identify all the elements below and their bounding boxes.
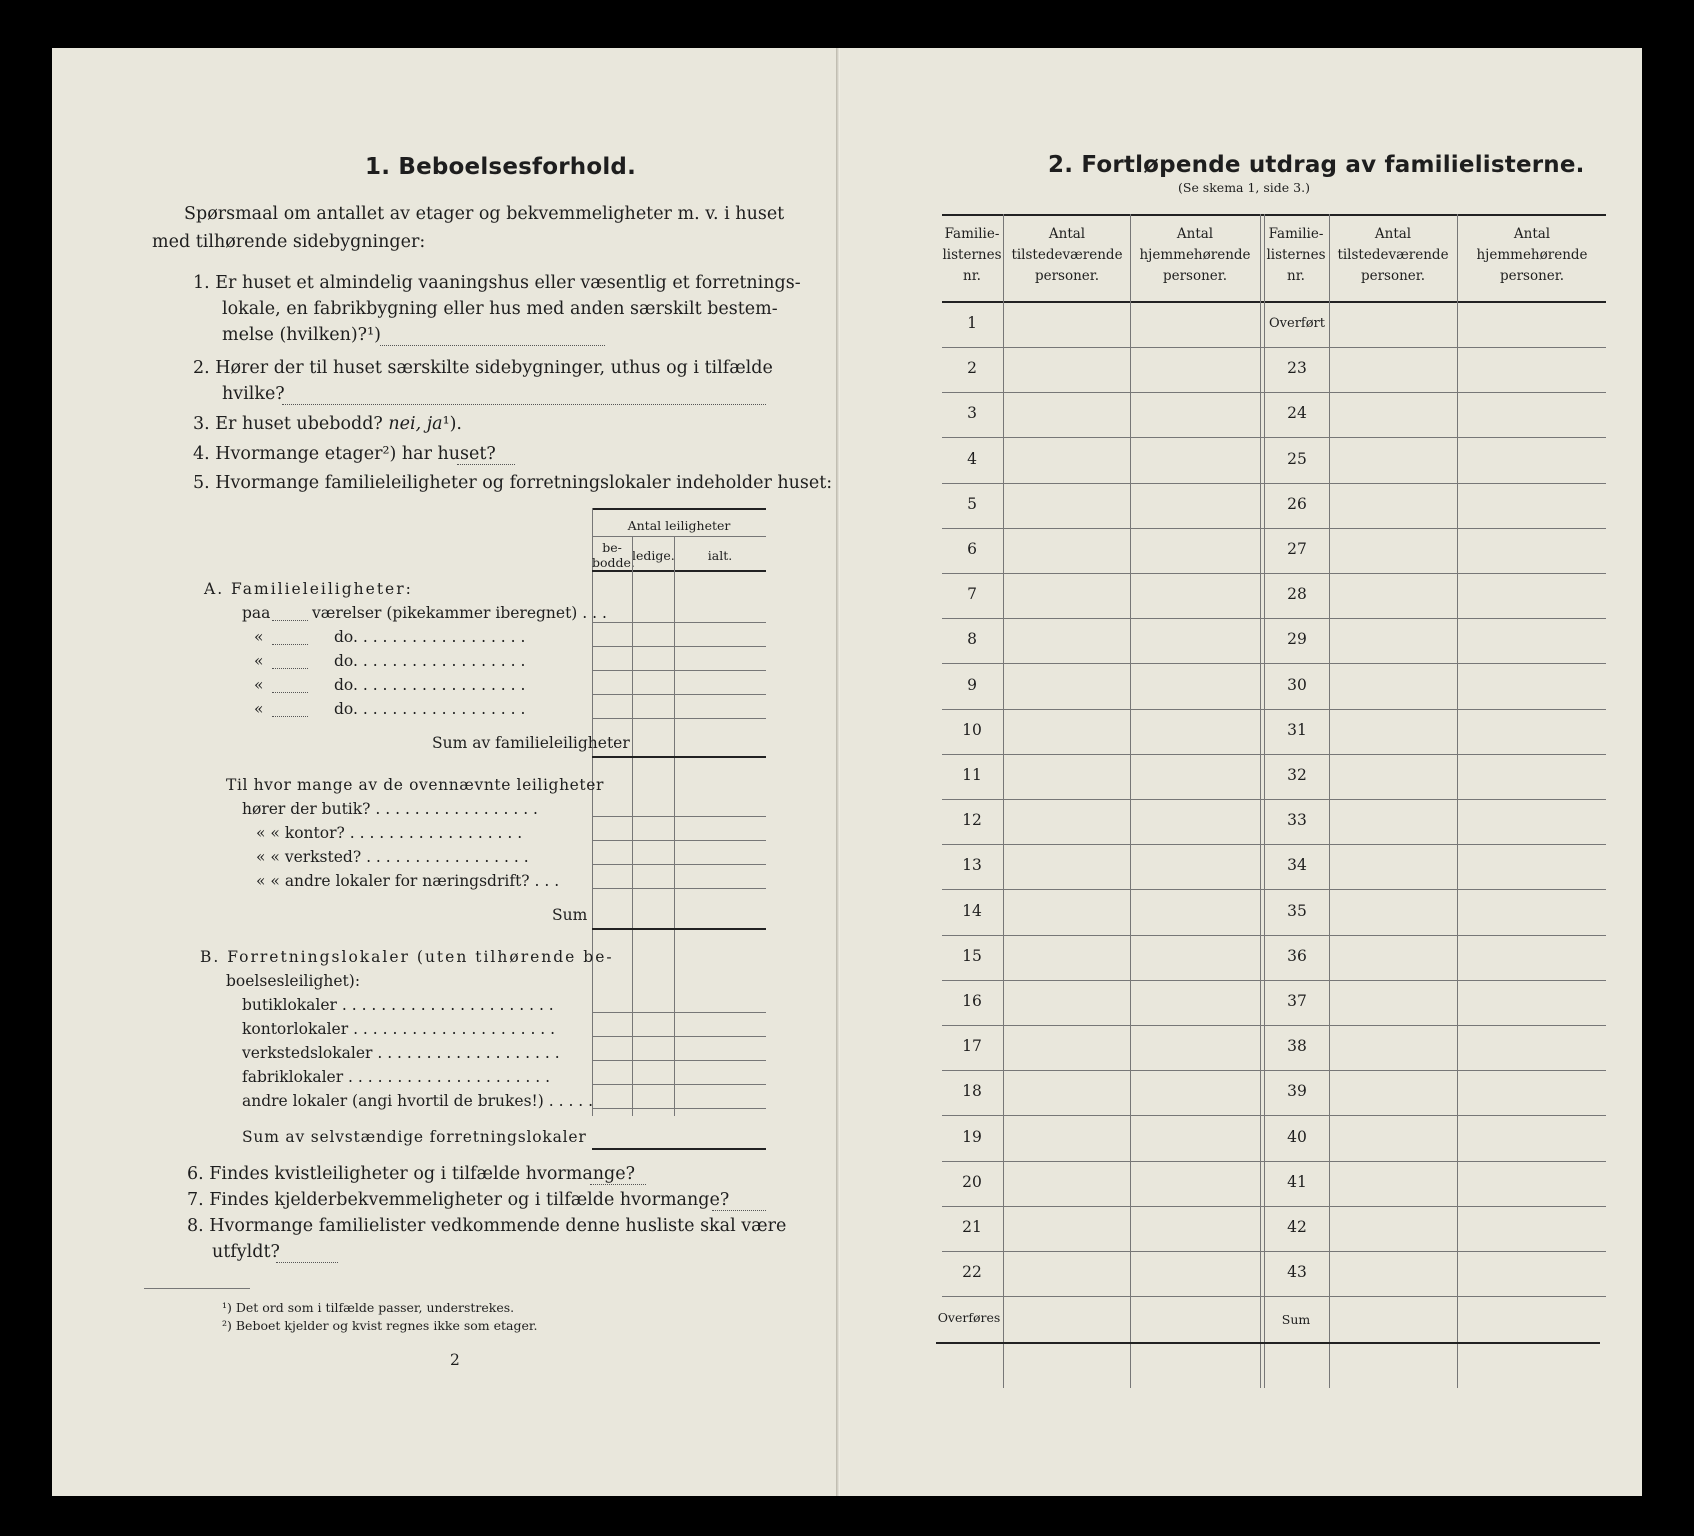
ditto-mark: « [254, 628, 264, 646]
table-col-bebodde: be- bodde. [592, 540, 635, 570]
cell-tilstede-left[interactable] [1004, 304, 1130, 345]
b-fabriklokaler: fabriklokaler . . . . . . . . . . . . . . . . . . . . . [242, 1068, 551, 1086]
row-number-left: 11 [962, 766, 982, 784]
rooms-row-2-label: do. . . . . . . . . . . . . . . . . . [334, 628, 526, 646]
cell-hjemme-left[interactable] [1131, 801, 1260, 842]
ditto-mark: « [254, 652, 264, 670]
table-row-rule [592, 864, 766, 865]
footnote-1: ¹) Det ord som i tilfælde passer, understrekes. [222, 1300, 515, 1315]
cell-tilstede-right[interactable] [1330, 575, 1457, 616]
question-1-line-2: lokale, en fabrikbygning eller hus med anden særskilt bestem- [222, 299, 778, 319]
answer-line-q6[interactable] [590, 1184, 646, 1185]
cell-tilstede-left[interactable] [1004, 620, 1130, 661]
cell-tilstede-right[interactable] [1330, 937, 1457, 978]
cell-hjemme-right[interactable] [1458, 440, 1606, 481]
rooms-row-1-label: værelser (pikekammer iberegnet) . . . [312, 604, 607, 622]
answer-line-q2[interactable] [282, 404, 766, 405]
cell-tilstede-left[interactable] [1004, 394, 1130, 435]
table-row-rule [592, 1036, 766, 1037]
table-row-rule [592, 1060, 766, 1061]
intro-line-1: Spørsmaal om antallet av etager og bekvemmeligheter m. v. i huset [184, 204, 785, 224]
cell-hjemme-left[interactable] [1131, 892, 1260, 933]
table-row [840, 392, 1642, 437]
table-row-rule [592, 694, 766, 695]
row-number-right: 26 [1287, 495, 1307, 513]
cell-tilstede-left[interactable] [1004, 1027, 1130, 1068]
question-3-text: 3. Er huset ubebodd? [193, 414, 383, 434]
footnote-separator [144, 1288, 250, 1289]
b-kontorlokaler: kontorlokaler . . . . . . . . . . . . . . . . . . . . . [242, 1020, 556, 1038]
row-number-right: 40 [1287, 1128, 1307, 1146]
row-number-right: 28 [1287, 585, 1307, 603]
footnote-2: ²) Beboet kjelder og kvist regnes ikke som etager. [222, 1318, 538, 1333]
table-row-rule [592, 622, 766, 623]
table-row-rule [942, 1296, 1606, 1297]
table-row-rule [592, 1108, 766, 1109]
cell-hjemme-left[interactable] [1131, 485, 1260, 526]
row-number-left: 1 [967, 314, 977, 332]
question-3-footnote-ref: ¹). [442, 414, 462, 434]
cell-hjemme-right[interactable] [1458, 349, 1606, 390]
row-number-right: 30 [1287, 676, 1307, 694]
cell-hjemme-left[interactable] [1131, 937, 1260, 978]
paa-label: paa [242, 604, 271, 622]
table-col-divider-2 [674, 536, 675, 1116]
table-sum-rule [592, 928, 766, 930]
table-row [840, 1251, 1642, 1296]
col-header-nr-left: Familie- listernes nr. [942, 226, 1002, 284]
answer-line-q1[interactable] [380, 345, 605, 346]
table-row-rule [592, 1012, 766, 1013]
shop-question-line-1 [226, 776, 604, 794]
row-number-left: 21 [962, 1218, 982, 1236]
cell-hjemme-right[interactable] [1458, 530, 1606, 571]
cell-hjemme-right[interactable] [1458, 937, 1606, 978]
cell-tilstede-right[interactable] [1330, 349, 1457, 390]
row-number-right: 31 [1287, 721, 1307, 739]
cell-hjemme-right[interactable] [1458, 394, 1606, 435]
question-1-line-1: 1. Er huset et almindelig vaaningshus eller væsentlig et forretnings- [193, 273, 801, 293]
table-col-divider-1 [632, 536, 633, 1116]
row-number-left: 22 [962, 1263, 982, 1281]
row-number-left: 10 [962, 721, 982, 739]
cell-hjemme-left[interactable] [1131, 846, 1260, 887]
question-7: 7. Findes kjelderbekvemmeligheter og i tilfælde hvormange? [187, 1190, 730, 1210]
cell-tilstede-left[interactable] [1004, 440, 1130, 481]
table-sum-rule [592, 756, 766, 758]
table-row [840, 709, 1642, 754]
table-row [840, 483, 1642, 528]
cell-hjemme-left[interactable] [1131, 304, 1260, 345]
answer-line-q8[interactable] [276, 1262, 338, 1263]
row-number-left: 2 [967, 359, 977, 377]
cell-hjemme-left[interactable] [1131, 575, 1260, 616]
cell-hjemme-left[interactable] [1131, 1253, 1260, 1294]
left-page [52, 48, 840, 1496]
page-number: 2 [450, 1351, 460, 1369]
question-1-line-3: melse (hvilken)?¹) [222, 325, 381, 345]
cell-tilstede-right[interactable] [1330, 711, 1457, 752]
table-col-ledige: ledige. [632, 548, 675, 563]
cell-hjemme-left[interactable] [1131, 1208, 1260, 1249]
cell-tilstede-right[interactable] [1330, 982, 1457, 1023]
table-row [840, 618, 1642, 663]
table-col-ialt: ialt. [707, 548, 733, 563]
table-bottom-rule [936, 1342, 1600, 1344]
ditto-mark: « [254, 676, 264, 694]
cell-tilstede-right[interactable] [1330, 846, 1457, 887]
cell-tilstede-right[interactable] [1330, 485, 1457, 526]
row-number-left: 15 [962, 947, 982, 965]
table-top-rule [942, 214, 1606, 216]
table-row [840, 528, 1642, 573]
cell-tilstede-left[interactable] [1004, 937, 1130, 978]
sum-shops-label: Sum [552, 906, 588, 924]
footer-overfores: Overføres [937, 1310, 1001, 1325]
table-row [840, 1116, 1642, 1161]
table-row-rule [592, 670, 766, 671]
cell-hjemme-left[interactable] [1131, 711, 1260, 752]
row-number-right: 42 [1287, 1218, 1307, 1236]
cell-hjemme-right[interactable] [1458, 575, 1606, 616]
shop-question-text: Til hvor mange av de ovennævnte leiligheter [226, 776, 605, 794]
cell-hjemme-left[interactable] [1131, 349, 1260, 390]
row-number-right: 25 [1287, 450, 1307, 468]
cell-tilstede-left[interactable] [1004, 485, 1130, 526]
cell-hjemme-right[interactable] [1458, 485, 1606, 526]
table-row [840, 799, 1642, 844]
cell-hjemme-left[interactable] [1131, 1072, 1260, 1113]
shop-question-verksted: « « verksted? . . . . . . . . . . . . . . . . . [256, 848, 529, 866]
question-4: 4. Hvormange etager²) har huset? [193, 444, 496, 464]
cell-hjemme-left[interactable] [1131, 1027, 1260, 1068]
question-3 [193, 414, 462, 434]
question-2-line-2: hvilke? [222, 384, 285, 404]
row-number-right: 39 [1287, 1082, 1307, 1100]
cell-tilstede-left[interactable] [1004, 711, 1130, 752]
row-number-left: 7 [967, 585, 977, 603]
table-header-divider [592, 536, 766, 537]
row-number-left: 8 [967, 630, 977, 648]
question-5: 5. Hvormange familieleiligheter og forretningslokaler indeholder huset: [193, 473, 833, 493]
row-number-right: 38 [1287, 1037, 1307, 1055]
b-andre-lokaler: andre lokaler (angi hvortil de brukes!) . . . . . [242, 1092, 594, 1110]
row-number-right: 36 [1287, 947, 1307, 965]
question-8-line-1: 8. Hvormange familielister vedkommende denne husliste skal være [187, 1216, 787, 1236]
cell-tilstede-right[interactable] [1330, 530, 1457, 571]
cell-hjemme-left[interactable] [1131, 1118, 1260, 1159]
row-number-right: 23 [1287, 359, 1307, 377]
row-number-right: 37 [1287, 992, 1307, 1010]
cell-tilstede-left[interactable] [1004, 1253, 1130, 1294]
table-header-bottom-rule [592, 570, 766, 572]
cell-tilstede-left[interactable] [1004, 892, 1130, 933]
cell-hjemme-right[interactable] [1458, 1072, 1606, 1113]
cell-hjemme-left[interactable] [1131, 394, 1260, 435]
cell-tilstede-right[interactable] [1330, 1072, 1457, 1113]
section-b-line-1: B. Forretningslokaler (uten tilhørende be- [200, 948, 614, 966]
table-left-rule [592, 508, 593, 1116]
table-row-rule [592, 1084, 766, 1085]
table-row-rule [592, 888, 766, 889]
table-row [840, 844, 1642, 889]
row-number-right: 35 [1287, 902, 1307, 920]
cell-tilstede-left[interactable] [1004, 846, 1130, 887]
cell-hjemme-right[interactable] [1458, 756, 1606, 797]
cell-hjemme-right[interactable] [1458, 1163, 1606, 1204]
cell-tilstede-left[interactable] [1004, 1072, 1130, 1113]
cell-hjemme-left[interactable] [1131, 530, 1260, 571]
cell-tilstede-left[interactable] [1004, 1163, 1130, 1204]
cell-tilstede-left[interactable] [1004, 756, 1130, 797]
cell-tilstede-left[interactable] [1004, 801, 1130, 842]
intro-line-2: med tilhørende sidebygninger: [152, 232, 426, 252]
ditto-mark: « [254, 700, 264, 718]
row-number-right: 34 [1287, 856, 1307, 874]
cell-tilstede-right[interactable] [1330, 1163, 1457, 1204]
b-butiklokaler: butiklokaler . . . . . . . . . . . . . . . . . . . . . . [242, 996, 554, 1014]
row-number-left: 14 [962, 902, 982, 920]
cell-hjemme-right[interactable] [1458, 892, 1606, 933]
rooms-row-3-label: do. . . . . . . . . . . . . . . . . . [334, 652, 526, 670]
cell-tilstede-left[interactable] [1004, 349, 1130, 390]
cell-tilstede-right[interactable] [1330, 394, 1457, 435]
cell-tilstede-left[interactable] [1004, 666, 1130, 707]
row-number-left: 16 [962, 992, 982, 1010]
row-number-left: 12 [962, 811, 982, 829]
right-page [840, 48, 1642, 1496]
cell-tilstede-right[interactable] [1330, 756, 1457, 797]
row-number-left: 19 [962, 1128, 982, 1146]
col-header-hjemme-right: Antal hjemmehørende personer. [1476, 226, 1588, 284]
cell-tilstede-right[interactable] [1330, 892, 1457, 933]
row-number-left: 13 [962, 856, 982, 874]
shop-question-butik: hører der butik? . . . . . . . . . . . . . . . . . [242, 800, 538, 818]
rooms-row-4-label: do. . . . . . . . . . . . . . . . . . [334, 676, 526, 694]
question-2-line-1: 2. Hører der til huset særskilte sidebygninger, uthus og i tilfælde [193, 358, 773, 378]
rooms-count-input-3[interactable] [272, 668, 308, 669]
cell-hjemme-left[interactable] [1131, 982, 1260, 1023]
cell-hjemme-right[interactable] [1458, 846, 1606, 887]
table-header-group: Antal leiligheter [627, 518, 731, 533]
table-row-rule [592, 816, 766, 817]
row-number-right: 27 [1287, 540, 1307, 558]
cell-tilstede-right[interactable] [1330, 1208, 1457, 1249]
table-row [840, 573, 1642, 618]
cell-hjemme-right[interactable] [1458, 1253, 1606, 1294]
row-number-right: 41 [1287, 1173, 1307, 1191]
table-row-rule [592, 646, 766, 647]
section-title-utdrag: 2. Fortløpende utdrag av familielisterne. [1048, 152, 1585, 178]
cell-hjemme-right[interactable] [1458, 801, 1606, 842]
table-row [840, 754, 1642, 799]
table-row [840, 664, 1642, 709]
question-6: 6. Findes kvistleiligheter og i tilfælde hvormange? [187, 1164, 635, 1184]
question-8-line-2: utfyldt? [212, 1242, 280, 1262]
cell-tilstede-right[interactable] [1330, 1027, 1457, 1068]
row-number-left: 6 [967, 540, 977, 558]
table-row [840, 935, 1642, 980]
rooms-row-5-label: do. . . . . . . . . . . . . . . . . . [334, 700, 526, 718]
col-header-nr-right: Familie- listernes nr. [1266, 226, 1326, 284]
row-number-left: 18 [962, 1082, 982, 1100]
row-number-right: 29 [1287, 630, 1307, 648]
rooms-count-input-5[interactable] [272, 716, 308, 717]
cell-hjemme-left[interactable] [1131, 440, 1260, 481]
rooms-count-input-2[interactable] [272, 644, 308, 645]
row-number-left: 5 [967, 495, 977, 513]
table-row [840, 1070, 1642, 1115]
cell-hjemme-right[interactable] [1458, 1208, 1606, 1249]
row-number-right: 24 [1287, 404, 1307, 422]
row-number-right: 32 [1287, 766, 1307, 784]
cell-hjemme-right[interactable] [1458, 666, 1606, 707]
cell-tilstede-right[interactable] [1330, 304, 1457, 345]
cell-tilstede-right[interactable] [1330, 1118, 1457, 1159]
row-number-right: Overført [1269, 316, 1325, 331]
row-number-left: 17 [962, 1037, 982, 1055]
cell-hjemme-right[interactable] [1458, 1027, 1606, 1068]
cell-tilstede-left[interactable] [1004, 1118, 1130, 1159]
cell-tilstede-left[interactable] [1004, 530, 1130, 571]
col-header-hjemme-left: Antal hjemmehørende personer. [1139, 226, 1251, 284]
table-bottom-rule [592, 1148, 766, 1150]
answer-line-q4[interactable] [457, 464, 515, 465]
section-title-beboelsesforhold: 1. Beboelsesforhold. [365, 154, 637, 180]
cell-hjemme-right[interactable] [1458, 711, 1606, 752]
row-number-left: 9 [967, 676, 977, 694]
table-row [840, 438, 1642, 483]
table-row [840, 347, 1642, 392]
rooms-count-input-1[interactable] [272, 620, 308, 621]
sum-family-label: Sum av familieleiligheter [432, 734, 630, 752]
cell-hjemme-left[interactable] [1131, 756, 1260, 797]
cell-tilstede-right[interactable] [1330, 1253, 1457, 1294]
cell-tilstede-right[interactable] [1330, 801, 1457, 842]
answer-line-q7[interactable] [712, 1210, 766, 1211]
row-number-right: 33 [1287, 811, 1307, 829]
row-number-left: 4 [967, 450, 977, 468]
cell-tilstede-right[interactable] [1330, 666, 1457, 707]
cell-tilstede-right[interactable] [1330, 620, 1457, 661]
row-number-right: 43 [1287, 1263, 1307, 1281]
shop-question-andre: « « andre lokaler for næringsdrift? . . . [256, 872, 560, 890]
cell-hjemme-right[interactable] [1458, 982, 1606, 1023]
sum-business-label: Sum av selvstændige forretningslokaler [242, 1128, 587, 1146]
cell-hjemme-right[interactable] [1458, 620, 1606, 661]
section-b-line-2: boelsesleilighet): [226, 972, 361, 990]
table-top-rule [592, 508, 766, 510]
row-number-left: 3 [967, 404, 977, 422]
col-header-tilstede-right: Antal tilstedeværende personer. [1337, 226, 1449, 284]
cell-tilstede-left[interactable] [1004, 982, 1130, 1023]
table-row-rule [592, 840, 766, 841]
table-row [840, 1206, 1642, 1251]
shop-question-kontor: « « kontor? . . . . . . . . . . . . . . . . . . [256, 824, 523, 842]
cell-tilstede-left[interactable] [1004, 1208, 1130, 1249]
table-row [840, 890, 1642, 935]
cell-hjemme-left[interactable] [1131, 666, 1260, 707]
cell-hjemme-left[interactable] [1131, 1163, 1260, 1204]
cell-tilstede-left[interactable] [1004, 575, 1130, 616]
table-row-rule [592, 718, 766, 719]
table-row [840, 980, 1642, 1025]
rooms-count-input-4[interactable] [272, 692, 308, 693]
section-a-title: A. Familieleiligheter: [204, 580, 413, 598]
footer-sum: Sum [1281, 1312, 1311, 1327]
cell-tilstede-right[interactable] [1330, 440, 1457, 481]
cell-hjemme-right[interactable] [1458, 304, 1606, 345]
row-number-left: 20 [962, 1173, 982, 1191]
col-header-tilstede-left: Antal tilstedeværende personer. [1011, 226, 1123, 284]
table-row [840, 302, 1642, 347]
cell-hjemme-left[interactable] [1131, 620, 1260, 661]
cell-hjemme-right[interactable] [1458, 1118, 1606, 1159]
b-verkstedslokaler: verkstedslokaler . . . . . . . . . . . . . . . . . . . [242, 1044, 560, 1062]
section-subtitle: (Se skema 1, side 3.) [1178, 180, 1310, 195]
table-row [840, 1161, 1642, 1206]
table-row [840, 1025, 1642, 1070]
question-3-answer-options[interactable]: nei, ja [388, 414, 443, 434]
